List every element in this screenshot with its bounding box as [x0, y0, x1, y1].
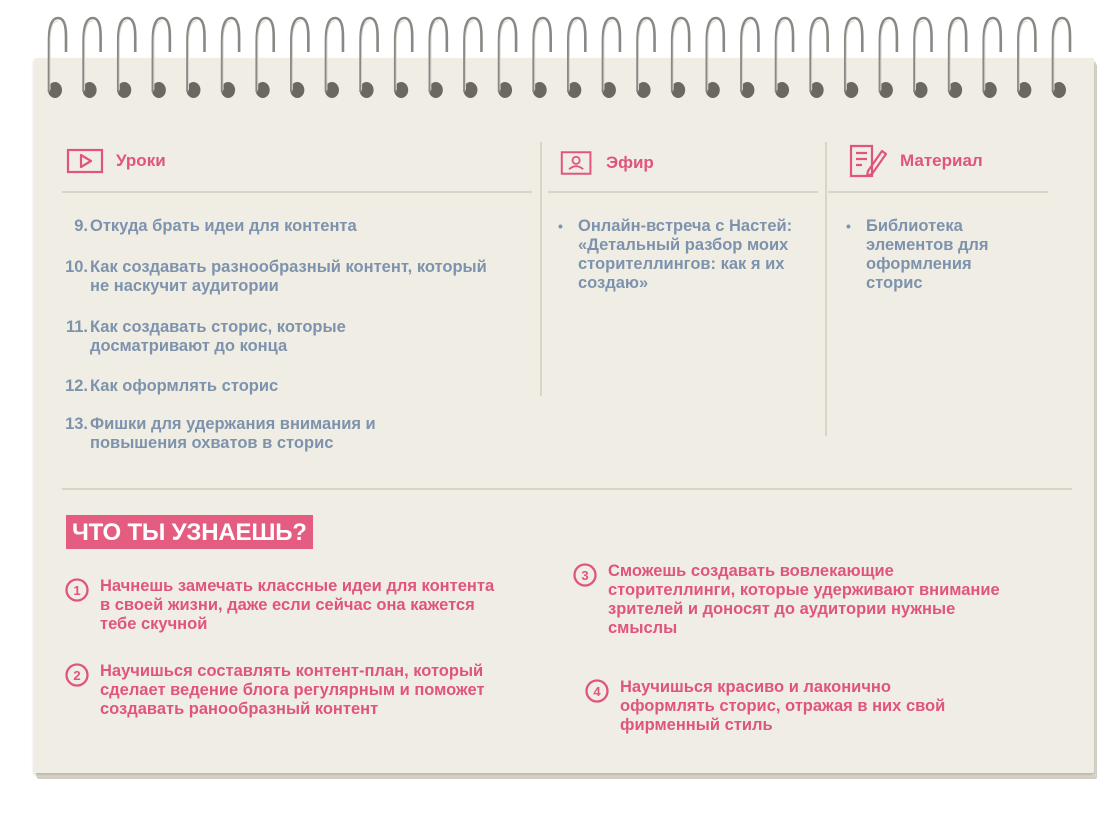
- material-header: [848, 143, 983, 179]
- learn-item: 4 Научишься красиво и лаконично оформлять сторис, отражая в них свой фирменный стиль: [584, 678, 984, 735]
- list-item: 11. Как создавать сторис, которые досматривают до конца: [65, 318, 346, 355]
- learn-item: 2 Научишься составлять контент-план, который сделает ведение блога регулярным и поможет создавать ранообразный контент: [64, 662, 554, 719]
- number-circle-icon: [64, 662, 90, 688]
- learn-item: 1 Начнешь замечать классные идеи для контента в своей жизни, даже если сейчас она кажется тебе скучной: [64, 577, 514, 634]
- person-frame-icon: [560, 150, 594, 176]
- divider: [548, 191, 818, 193]
- list-item: 13. Фишки для удержания внимания и повышения охватов в сторис: [65, 415, 376, 452]
- number-circle-icon: [572, 562, 598, 588]
- learn-heading: ЧТО ТЫ УЗНАЕШЬ?: [66, 515, 313, 549]
- divider: [62, 488, 1072, 490]
- document-pen-icon: [848, 143, 888, 179]
- list-item: • Онлайн-встреча с Настей: «Детальный разбор моих сторителлингов: как я их создаю»: [558, 217, 793, 292]
- live-header: [560, 150, 654, 176]
- svg-text:3: 3: [581, 568, 589, 583]
- number-circle-icon: [584, 678, 610, 704]
- live-title: Эфир: [606, 153, 654, 172]
- svg-text:2: 2: [73, 668, 81, 683]
- material-title: Материал: [900, 151, 983, 170]
- svg-text:1: 1: [73, 583, 81, 598]
- divider: [825, 142, 827, 436]
- play-icon: [66, 148, 104, 174]
- learn-item: 3 Сможешь создавать вовлекающие сторителлинги, которые удерживают внимание зрителей и доносят до аудитории нужные смыслы: [572, 562, 1032, 638]
- list-item: • Библиотека элементов для оформления сторис: [846, 217, 989, 292]
- number-circle-icon: [64, 577, 90, 603]
- list-item: 9. Откуда брать идеи для контента: [74, 217, 357, 235]
- divider: [540, 142, 542, 396]
- lessons-header: [66, 148, 166, 174]
- list-item: 10. Как создавать разнообразный контент, который не наскучит аудитории: [65, 258, 487, 295]
- svg-text:4: 4: [593, 684, 601, 699]
- divider: [828, 191, 1048, 193]
- divider: [62, 191, 532, 193]
- lessons-title: Уроки: [116, 151, 166, 170]
- list-item: 12. Как оформлять сторис: [65, 377, 279, 395]
